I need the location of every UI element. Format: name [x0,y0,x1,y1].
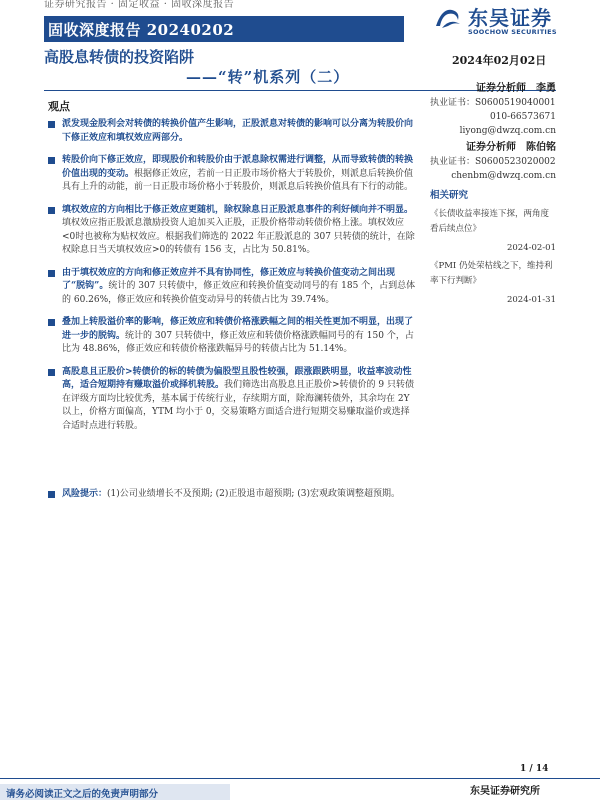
viewpoint-bold: 高股息且正股价>转债价的标的转债为偏股型且股性较强，跟涨跟跌明显，收益率波动性高，适合短期持有赚取溢价或择机转股。 [62,366,412,390]
related-research-label: 相关研究 [430,190,469,201]
analyst-license: 执业证书：S0600519040001 [430,98,556,108]
footer-disclaimer: 请务必阅读正文之后的免责声明部分 [0,784,230,800]
header-tags: 证券研究报告 · 固定收益 · 固收深度报告 [44,0,235,10]
viewpoint-item [46,316,416,357]
viewpoint-text: 我们筛选出高股息且正股价>转债价的 9 只转债在评级方面均比较优秀，基本属于传统行业，存续期方面，除海澜转债外，其余均在 2Y 以上，价格方面偏高，YTM 均小于 0，交易策略方面适合进行短期交易赚取溢价或选择合适时点进行转股。 [62,380,415,431]
analyst-name: 证券分析师 李勇 [476,83,556,94]
analyst-email[interactable]: chenbm@dwzq.com.cn [451,171,556,181]
footer-institute: 东吴证券研究所 [470,786,540,797]
bullet-square-icon [48,369,55,376]
logo-chinese-name: 东吴证券 [468,6,552,30]
report-date: 2024年02月02日 [452,54,547,67]
related-research-item[interactable]: 《长债收益率接连下探，两角度看后续点位》 [430,209,550,234]
viewpoint-item [46,366,416,434]
bullet-square-icon [48,121,55,128]
related-research-date: 2024-02-01 [506,243,556,253]
viewpoint-list [46,118,416,442]
bullet-square-icon [48,157,55,164]
viewpoint-bold: 填权效应的方向相比于修正效应更随机，除权除息日正股派息事件的利好倾向并不明显。 [62,204,414,215]
risk-warning [46,488,416,511]
viewpoint-text: 根据修正效应，若前一日正股市场价格大于转股价，则派息后转换价值具有上升的动能，前一日正股市场价格小于转股价，则派息后转换价值具有下行的动能。 [62,168,414,192]
bullet-square-icon [48,491,55,498]
viewpoint-item [46,154,416,195]
viewpoint-item [46,204,416,258]
soochow-logo-icon [432,4,464,32]
analyst-name: 证券分析师 陈伯铭 [466,142,556,153]
analyst-license: 执业证书：S0600523020002 [430,157,556,167]
viewpoint-bold: 派发现金股利会对转债的转换价值产生影响，正股派息对转债的影响可以分离为转股价向下修正效应和填权效应两部分。 [62,119,414,143]
bullet-square-icon [48,270,55,277]
viewpoint-item [46,267,416,308]
report-subtitle: ——“转”机系列（二） [186,68,350,86]
viewpoint-bold: 叠加上转股溢价率的影响，修正效应和转债价格涨跌幅之间的相关性更加不明显，出现了进一步的脱钩。 [62,317,414,341]
sidebar [430,82,556,307]
related-research-item[interactable]: 《PMI 仍处荣枯线之下，维持利率下行判断》 [430,261,553,286]
viewpoint-text: 填权效应指正股派息激励投资人追加买入正股，正股价格带动转债价格上涨。填权效应<0时也被称为贴权效应。根据我们筛选的 2022 年正股派息的 307 只转债的统计，在除权除息日当天填权效应>0的转债有 156 支，占比为 50.81%。 [62,218,415,255]
risk-item [46,488,416,502]
footer-divider [0,778,600,779]
risk-text: (1)公司业绩增长不及预期; (2)正股退市超预期; (3)宏观政策调整超预期。 [107,489,401,499]
report-title: 高股息转债的投资陷阱 [44,48,195,66]
page-number: 1 / 14 [520,764,549,774]
viewpoint-text: 统计的 307 只转债中，修正效应和转债价格涨跌幅同号的有 150 个，占比为 48.86%，修正效应和转债价格涨跌幅异号的转债占比为 51.14%。 [62,330,414,354]
bullet-square-icon [48,207,55,214]
logo-english-name: SOOCHOW SECURITIES [468,28,557,36]
viewpoint-bold: 由于填权效应的方向和修正效应并不具有协同性，修正效应与转换价值变动之间出现了“脱钩”。 [62,267,396,291]
risk-label: 风险提示： [62,489,108,499]
related-research-date: 2024-01-31 [506,295,556,305]
bullet-square-icon [48,319,55,326]
analyst-email[interactable]: liyong@dwzq.com.cn [459,126,556,136]
report-type-bar: 固收深度报告 20240202 [44,16,404,42]
analyst-phone: 010-66573671 [489,112,556,122]
section-label-viewpoints: 观点 [48,100,70,113]
viewpoint-bold: 转股价向下修正效应，即现股价和转股价由于派息除权需进行调整，从而导致转债的转换价值出现的变动。 [62,155,414,179]
viewpoint-item [46,118,416,145]
brand-logo [432,0,562,44]
viewpoint-text: 统计的 307 只转债中，修正效应和转换价值变动同号的有 185 个，占到总体的 60.26%，修正效应和转换价值变动异号的转债占比为 39.74%。 [62,281,416,305]
